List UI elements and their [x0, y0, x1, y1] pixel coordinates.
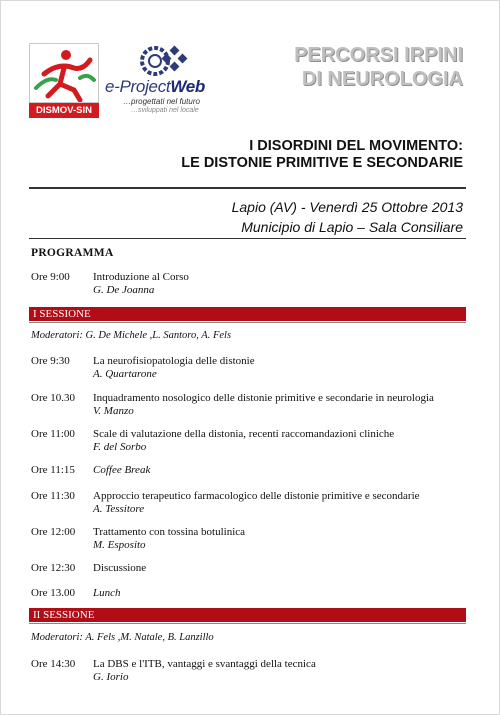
page-title-line-1: PERCORSI IRPINI: [294, 44, 463, 66]
page-title: [243, 43, 463, 91]
item-time: Ore 11:00: [31, 428, 75, 440]
divider: [29, 187, 466, 189]
item-speaker: G. Iorio: [93, 671, 129, 683]
item-title: Introduzione al Corso: [93, 271, 189, 283]
event-date: Lapio (AV) - Venerdì 25 Ottobre 2013: [231, 199, 463, 215]
session-2-moderators: Moderatori: A. Fels ,M. Natale, B. Lanzillo: [31, 632, 214, 643]
session-1-moderators: Moderatori: G. De Michele ,L. Santoro, A. Fels: [31, 330, 232, 341]
logo-label: DISMOV-SIN: [29, 103, 99, 118]
item-title: Lunch: [93, 587, 121, 599]
dismov-sin-logo: [29, 43, 99, 119]
item-title: La DBS e l'ITB, vantaggi e svantaggi della tecnica: [93, 658, 316, 670]
item-title: Scale di valutazione della distonia, recenti raccomandazioni cliniche: [93, 428, 395, 440]
running-figure-icon: [30, 44, 98, 102]
logo2-tagline-2: …sviluppati nel locale: [131, 107, 199, 114]
event-subtitle: [103, 138, 463, 172]
item-title: Approccio terapeutico farmacologico delle distonie primitive e secondarie: [93, 490, 420, 502]
gear-network-icon: [137, 43, 191, 79]
item-time: Ore 9:00: [31, 271, 70, 283]
eprojectweb-logo: [101, 43, 211, 119]
session-1-header: I SESSIONE: [29, 307, 466, 321]
item-title: Discussione: [93, 562, 147, 574]
session-2-header: II SESSIONE: [29, 608, 466, 622]
logo2-title-suffix: Web: [170, 77, 206, 96]
subtitle-line-2: LE DISTONIE PRIMITIVE E SECONDARIE: [181, 155, 463, 171]
logo2-title-prefix: e-Project: [105, 77, 171, 96]
item-time: Ore 9:30: [31, 355, 70, 367]
item-time: Ore 11:30: [31, 490, 75, 502]
logo2-title: [105, 77, 205, 97]
item-speaker: V. Manzo: [93, 405, 134, 417]
item-speaker: A. Quartarone: [93, 368, 157, 380]
item-speaker: M. Esposito: [93, 539, 146, 551]
item-time: Ore 12:30: [31, 562, 76, 574]
item-title: Trattamento con tossina botulinica: [93, 526, 246, 538]
divider: [29, 238, 466, 239]
item-title: La neurofisiopatologia delle distonie: [93, 355, 255, 367]
item-time: Ore 10.30: [31, 392, 75, 404]
page-title-line-2: DI NEUROLOGIA: [301, 68, 463, 90]
item-time: Ore 11:15: [31, 464, 75, 476]
subtitle-line-1: I DISORDINI DEL MOVIMENTO:: [249, 138, 463, 154]
logo2-tagline-1: …progettati nel futuro: [123, 97, 200, 106]
item-title: Inquadramento nosologico delle distonie primitive e secondarie in neurologia: [93, 392, 434, 404]
item-title: Coffee Break: [93, 464, 151, 476]
item-time: Ore 13.00: [31, 587, 75, 599]
item-speaker: G. De Joanna: [93, 284, 155, 296]
item-speaker: A. Tessitore: [93, 503, 145, 515]
item-speaker: F. del Sorbo: [93, 441, 147, 453]
logo-figure-frame: [29, 43, 99, 103]
item-time: Ore 14:30: [31, 658, 76, 670]
event-venue: Municipio di Lapio – Sala Consiliare: [241, 219, 463, 235]
item-time: Ore 12:00: [31, 526, 76, 538]
programma-heading: PROGRAMMA: [31, 247, 114, 259]
